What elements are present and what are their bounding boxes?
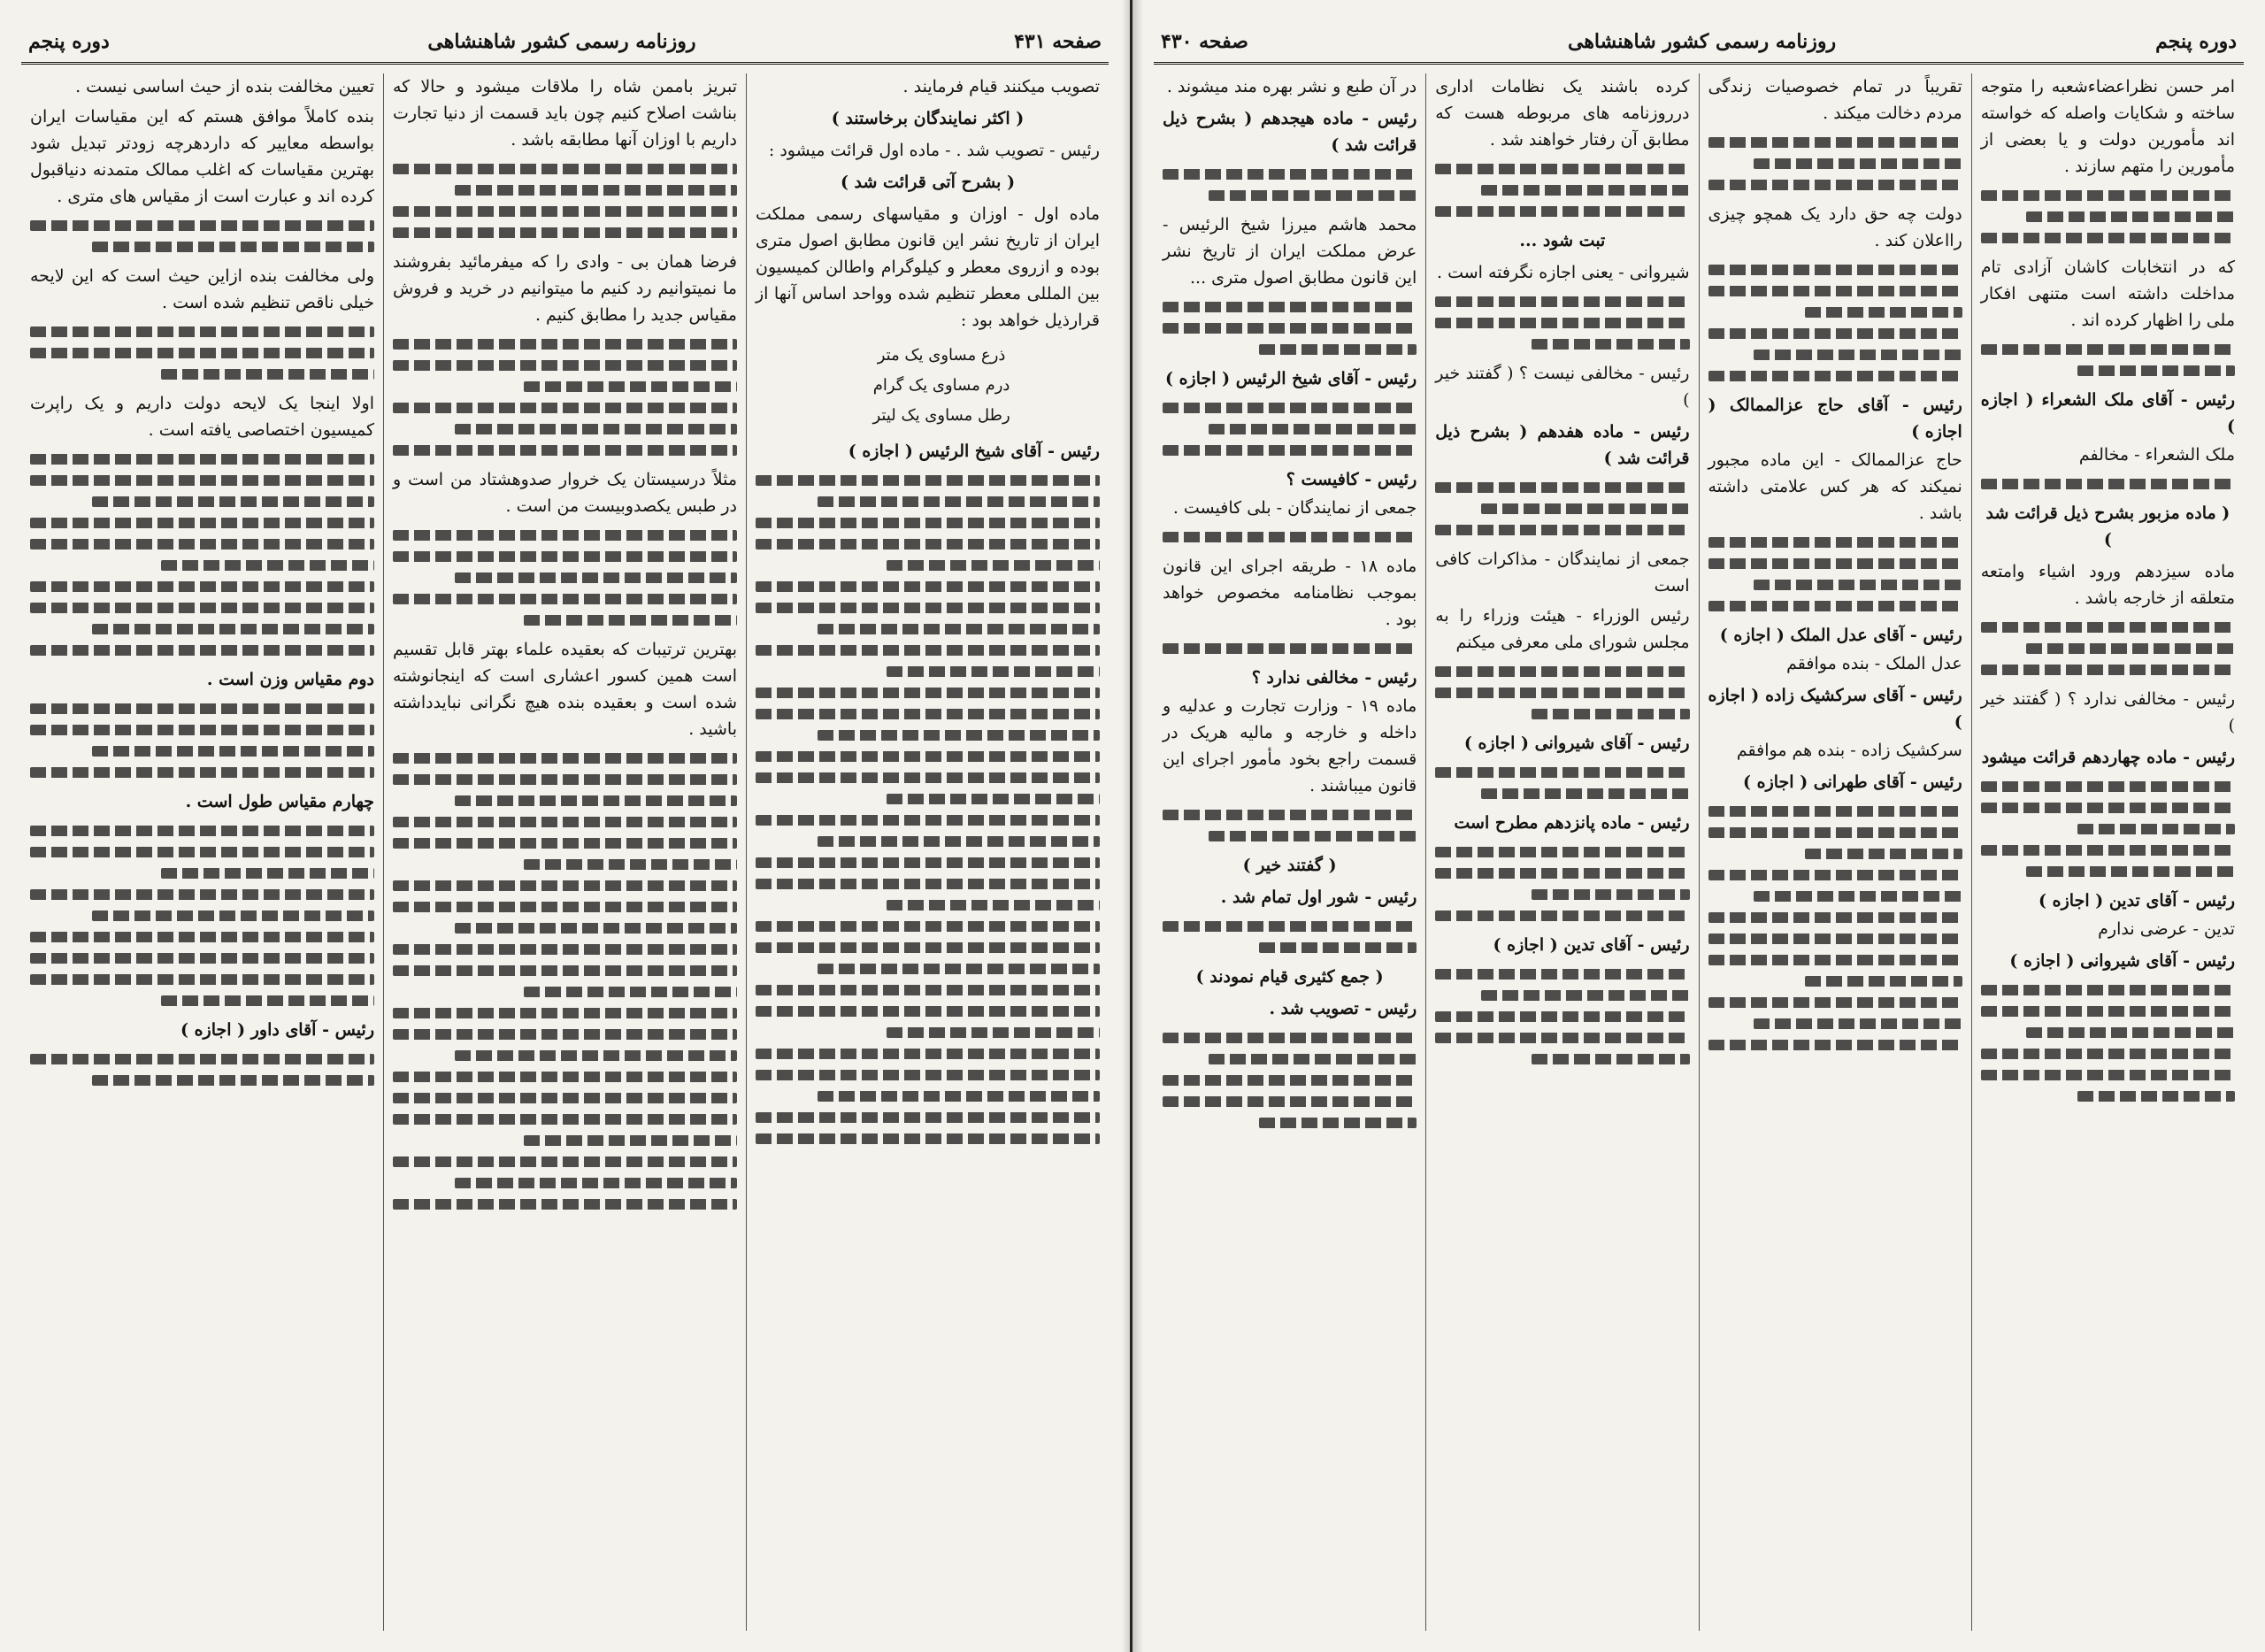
- text-line: [1435, 296, 1689, 307]
- unit-row: درم مساوی یک گرام: [872, 376, 1010, 395]
- column-paragraph: جمعی از نمایندگان - بلی کافیست .: [1172, 498, 1417, 518]
- column-paragraph: محمد هاشم میرزا شیخ الرئیس - عرض مملکت ایران از تاریخ نشر این قانون مطابق اصول متری ...: [1163, 215, 1417, 288]
- text-line: [1435, 164, 1689, 174]
- text-line: [756, 688, 1100, 698]
- text-line: [1435, 482, 1689, 493]
- column-paragraph: رئیس - تصویب شد .: [1269, 999, 1417, 1018]
- text-line: [30, 932, 374, 942]
- column-paragraph: ماده ۱۹ - وزارت تجارت و عدلیه و داخله و خارجه و مالیه هریک در قسمت راجع بخود مأمور اجرای این قانون میباشند .: [1163, 696, 1417, 795]
- column-paragraph: ( بشرح آتی قرائت شد ): [840, 173, 1016, 192]
- text-line: [161, 369, 374, 380]
- column-paragraph: رئیس - کافیست ؟: [1286, 470, 1417, 489]
- text-line: [1435, 847, 1689, 857]
- text-line: [1163, 1096, 1417, 1107]
- column-paragraph: تصویب میکنند قیام فرمایند .: [902, 77, 1100, 96]
- text-line: [1708, 328, 1962, 339]
- text-line: [756, 1133, 1100, 1144]
- text-line: [756, 539, 1100, 549]
- text-line: [1435, 911, 1689, 921]
- text-line: [455, 572, 737, 583]
- text-line: [756, 857, 1100, 868]
- text-line: [1209, 190, 1417, 201]
- text-line: [1981, 1049, 2235, 1059]
- text-line: [393, 227, 737, 238]
- text-line: [1708, 806, 1962, 817]
- text-line: [756, 985, 1100, 995]
- text-line: [1981, 845, 2235, 856]
- text-line: [1708, 558, 1962, 569]
- text-line: [393, 753, 737, 764]
- column-paragraph: رئیس - مخالفی نیست ؟ ( گفتند خیر ): [1435, 364, 1690, 410]
- text-line: [756, 1006, 1100, 1017]
- right-page-columns: [1154, 73, 2244, 1631]
- column-paragraph: رئیس - آقای داور ( اجازه ): [180, 1020, 374, 1040]
- text-line: [1754, 580, 1962, 590]
- column-paragraph: تقریباً در تمام خصوصیات زندگی مردم دخالت میکند .: [1708, 77, 1962, 123]
- column-paragraph: رئیس - آقای ملک الشعراء ( اجازه ): [1980, 390, 2235, 436]
- right-column-2: [1699, 73, 1971, 1631]
- text-line: [1163, 445, 1417, 456]
- text-line: [1532, 889, 1689, 900]
- text-line: [887, 900, 1100, 911]
- text-line: [92, 911, 374, 921]
- text-line: [1435, 868, 1689, 879]
- text-line: [92, 1075, 374, 1086]
- text-line: [1981, 665, 2235, 675]
- column-paragraph: رئیس - آقای شیروانی ( اجازه ): [2009, 951, 2235, 971]
- text-line: [1754, 1018, 1962, 1029]
- text-line: [393, 445, 737, 456]
- text-line: [393, 965, 737, 976]
- text-line: [393, 902, 737, 912]
- text-line: [30, 454, 374, 465]
- column-paragraph: مثلاً درسیستان یک خروار صدوهشتاد من است و در طبس یکصدوبیست من است .: [393, 470, 737, 516]
- text-line: [1981, 1070, 2235, 1080]
- column-paragraph: رئیس - آقای تدین ( اجازه ): [1493, 935, 1690, 955]
- column-paragraph: ماده ۱۸ - طریقه اجرای این قانون بموجب نظامنامه مخصوص خواهد بود .: [1163, 557, 1417, 629]
- left-page-edition: دوره پنجم: [28, 30, 110, 53]
- text-line: [30, 703, 374, 714]
- text-line: [1435, 688, 1689, 698]
- text-line: [818, 964, 1100, 974]
- column-paragraph: تعیین مخالفت بنده از حیث اساسی نیست .: [75, 77, 374, 96]
- text-line: [818, 1091, 1100, 1102]
- text-line: [1708, 265, 1962, 275]
- text-line: [2026, 643, 2235, 654]
- right-page-edition: دوره پنجم: [2155, 30, 2237, 53]
- text-line: [92, 242, 374, 252]
- text-line: [1981, 781, 2235, 792]
- text-line: [455, 424, 737, 434]
- text-line: [30, 767, 374, 778]
- text-line: [887, 794, 1100, 804]
- left-page-header: [21, 27, 1109, 65]
- text-line: [756, 645, 1100, 656]
- text-line: [393, 817, 737, 827]
- text-line: [30, 581, 374, 592]
- text-line: [393, 1072, 737, 1082]
- text-line: [393, 206, 737, 217]
- text-line: [455, 185, 737, 196]
- text-line: [818, 730, 1100, 741]
- text-line: [393, 1114, 737, 1125]
- text-line: [756, 603, 1100, 613]
- column-paragraph: ماده سیزدهم ورود اشیاء وامتعه متعلقه از خارجه باشد .: [1980, 562, 2235, 608]
- text-line: [887, 666, 1100, 677]
- text-line: [1435, 969, 1689, 980]
- column-paragraph: تبت شود ...: [1519, 231, 1606, 250]
- column-paragraph: که در انتخابات کاشان آزادی تام مداخلت داشته است متنهی افکار ملی را اظهار کرده اند .: [1980, 257, 2235, 330]
- text-line: [1209, 831, 1417, 841]
- text-line: [1981, 622, 2235, 633]
- column-paragraph: رئیس - ماده هفدهم ( بشرح ذیل قرائت شد ): [1435, 422, 1690, 468]
- text-line: [524, 1135, 737, 1146]
- text-line: [1259, 942, 1417, 953]
- text-line: [1754, 350, 1962, 360]
- text-line: [1708, 955, 1962, 965]
- text-line: [756, 942, 1100, 953]
- text-line: [1981, 1006, 2235, 1017]
- text-line: [818, 624, 1100, 634]
- text-line: [1435, 767, 1689, 778]
- text-line: [1708, 827, 1962, 838]
- text-line: [30, 826, 374, 836]
- unit-row: ذرع مساوی یک متر: [877, 346, 1006, 365]
- text-line: [524, 859, 737, 870]
- text-line: [524, 987, 737, 997]
- text-line: [161, 868, 374, 879]
- text-line: [1805, 307, 1962, 318]
- text-line: [1532, 709, 1689, 719]
- right-column-3: [1425, 73, 1698, 1631]
- column-paragraph: رئیس - مخالفی ندارد ؟: [1251, 668, 1417, 688]
- text-line: [393, 1199, 737, 1210]
- text-line: [1708, 997, 1962, 1008]
- text-line: [756, 1112, 1100, 1123]
- text-line: [756, 581, 1100, 592]
- right-page: [1132, 0, 2265, 1652]
- text-line: [1708, 912, 1962, 923]
- text-line: [1209, 424, 1417, 434]
- column-paragraph: رئیس - تصویب شد . - ماده اول قرائت میشود :: [768, 141, 1100, 160]
- text-line: [818, 836, 1100, 847]
- column-paragraph: فرضا همان بی - وادی را که میفرمائید بفروشند ما نمیتوانیم رد کنیم ما میتوانیم در خرید و فروش مقیاس جدید را مطابق کنیم .: [393, 252, 737, 325]
- text-line: [1163, 1033, 1417, 1043]
- text-line: [2077, 824, 2235, 834]
- column-paragraph: اولا اینجا یک لایحه دولت داریم و یک راپرت کمیسیون اختصاصی یافته است .: [30, 394, 374, 440]
- column-paragraph: ( اکثر نمایندگان برخاستند ): [831, 109, 1025, 128]
- text-line: [1708, 286, 1962, 296]
- text-line: [161, 995, 374, 1006]
- text-line: [756, 751, 1100, 762]
- text-line: [1435, 1033, 1689, 1043]
- text-line: [1481, 185, 1690, 196]
- text-line: [756, 475, 1100, 486]
- column-paragraph: تدین - عرضی ندارم: [2098, 919, 2235, 939]
- text-line: [393, 594, 737, 604]
- left-page-title: روزنامه رسمی کشور شاهنشاهی: [427, 30, 696, 53]
- text-line: [756, 709, 1100, 719]
- text-line: [30, 889, 374, 900]
- column-paragraph: ماده اول - اوزان و مقیاسهای رسمی مملکت ایران از تاریخ نشر این قانون مطابق اصول متری بوده و ازروی معطر و کیلوگرام واطالن کمیسیون بین المللی معطر تنظیم شده وواحد اساس آنها از قرارذیل خواهد بود :: [756, 204, 1100, 330]
- column-paragraph: رئیس - شور اول تمام شد .: [1220, 887, 1417, 907]
- text-line: [756, 879, 1100, 889]
- column-paragraph: ولی مخالفت بنده ازاین حیث است که این لایحه خیلی ناقص تنظیم شده است .: [30, 266, 374, 312]
- text-line: [1163, 1075, 1417, 1086]
- text-line: [818, 496, 1100, 507]
- column-paragraph: رئیس - آقای شیخ الرئیس ( اجازه ): [1164, 369, 1417, 388]
- text-line: [1754, 891, 1962, 902]
- text-line: [393, 774, 737, 785]
- text-line: [1481, 503, 1690, 514]
- text-line: [1708, 371, 1962, 381]
- text-line: [30, 327, 374, 337]
- text-line: [1981, 233, 2235, 243]
- text-line: [1981, 479, 2235, 489]
- text-line: [1163, 643, 1417, 654]
- text-line: [1163, 921, 1417, 932]
- text-line: [30, 220, 374, 231]
- column-paragraph: سرکشیک زاده - بنده هم موافقم: [1736, 741, 1962, 760]
- column-paragraph: ملک الشعراء - مخالفم: [2078, 445, 2235, 465]
- text-line: [455, 1050, 737, 1061]
- text-line: [455, 795, 737, 806]
- text-line: [1481, 990, 1690, 1001]
- text-line: [30, 645, 374, 656]
- text-line: [887, 560, 1100, 571]
- text-line: [2077, 1091, 2235, 1102]
- column-paragraph: کرده باشند یک نظامات اداری درروزنامه های مربوطه هست که مطابق آن رفتار خواهند شد .: [1435, 77, 1690, 150]
- text-line: [1708, 137, 1962, 148]
- text-line: [1163, 532, 1417, 542]
- text-line: [30, 603, 374, 613]
- column-paragraph: رئیس الوزراء - هیئت وزراء را به مجلس شورای ملی معرفی میکنم: [1435, 606, 1690, 652]
- text-line: [393, 1156, 737, 1167]
- text-line: [1805, 849, 1962, 859]
- left-page-number: صفحه ۴۳۱: [1014, 30, 1102, 53]
- right-column-4: [1154, 73, 1425, 1631]
- text-line: [1259, 1118, 1417, 1128]
- text-line: [1532, 339, 1689, 350]
- column-paragraph: در آن طبع و نشر بهره مند میشوند .: [1166, 77, 1417, 96]
- left-column-1: [746, 73, 1109, 1631]
- text-line: [393, 944, 737, 955]
- text-line: [1981, 344, 2235, 355]
- text-line: [30, 974, 374, 985]
- column-paragraph: رئیس - ماده چهاردهم قرائت میشود: [1981, 748, 2235, 767]
- text-line: [92, 624, 374, 634]
- text-line: [1163, 169, 1417, 180]
- column-paragraph: رئیس - آقای سرکشیک زاده ( اجازه ): [1708, 686, 1962, 732]
- column-paragraph: ( ماده مزبور بشرح ذیل قرائت شد ): [1985, 503, 2230, 549]
- text-line: [30, 725, 374, 735]
- column-paragraph: رئیس - آقای تدین ( اجازه ): [2038, 891, 2235, 911]
- column-paragraph: رئیس - مخالفی ندارد ؟ ( گفتند خیر ): [1980, 689, 2235, 735]
- text-line: [393, 1008, 737, 1018]
- text-line: [756, 1070, 1100, 1080]
- text-line: [1981, 985, 2235, 995]
- text-line: [2026, 1027, 2235, 1038]
- text-line: [393, 360, 737, 371]
- column-paragraph: رئیس - آقای حاج عزالممالک ( اجازه ): [1708, 396, 1962, 442]
- text-line: [393, 838, 737, 849]
- text-line: [1163, 403, 1417, 413]
- left-column-3: [21, 73, 383, 1631]
- left-page: [0, 0, 1132, 1652]
- column-paragraph: رئیس - آقای طهرانی ( اجازه ): [1743, 772, 1962, 792]
- text-line: [1708, 537, 1962, 548]
- text-line: [1708, 180, 1962, 190]
- text-line: [92, 496, 374, 507]
- column-paragraph: رئیس - ماده هیجدهم ( بشرح ذیل قرائت شد ): [1163, 109, 1417, 155]
- text-line: [1163, 810, 1417, 820]
- column-paragraph: بهترین ترتیبات که بعقیده علماء بهتر قابل تقسیم است همین کسور اعشاری است که اینجانوشته شده است و بعقیده بنده هیچ نگرانی نبایدداشته باشید .: [393, 640, 737, 739]
- text-line: [1163, 302, 1417, 312]
- right-page-number: صفحه ۴۳۰: [1161, 30, 1248, 53]
- text-line: [1981, 190, 2235, 201]
- text-line: [393, 164, 737, 174]
- column-paragraph: ( جمع کثیری قیام نمودند ): [1195, 967, 1384, 987]
- text-line: [1163, 323, 1417, 334]
- text-line: [1435, 666, 1689, 677]
- column-paragraph: حاج عزالممالک - این ماده مجبور نمیکند که هر کس علامتی داشته باشد .: [1708, 450, 1962, 523]
- text-line: [455, 1178, 737, 1188]
- column-paragraph: ( گفتند خیر ): [1242, 856, 1337, 875]
- column-paragraph: جمعی از نمایندگان - مذاکرات کافی است: [1435, 549, 1690, 595]
- text-line: [161, 560, 374, 571]
- text-line: [1259, 344, 1417, 355]
- text-line: [455, 923, 737, 934]
- text-line: [1209, 1054, 1417, 1064]
- text-line: [1708, 870, 1962, 880]
- text-line: [756, 1049, 1100, 1059]
- column-paragraph: دولت چه حق دارد یک همچو چیزی رااعلان کند .: [1708, 204, 1962, 250]
- column-paragraph: تبریز باممن شاه را ملاقات میشود و حالا که بناشت اصلاح کنیم چون باید قسمت از دنیا تجارت داریم با اوزان آنها مطابقه باشد .: [393, 77, 737, 150]
- text-line: [30, 1054, 374, 1064]
- column-paragraph: رئیس - آقای شیخ الرئیس ( اجازه ): [848, 442, 1100, 461]
- text-line: [1708, 934, 1962, 944]
- column-paragraph: امر حسن نظراعضاءشعبه را متوجه ساخته و شکایات واصله که خواسته اند مأمورین دولت و یا بعضی از مأمورین را متهم سازند .: [1980, 77, 2235, 176]
- text-line: [393, 339, 737, 350]
- text-line: [393, 880, 737, 891]
- column-paragraph: رئیس - ماده پانزدهم مطرح است: [1454, 813, 1690, 833]
- text-line: [1435, 206, 1689, 217]
- right-page-title: روزنامه رسمی کشور شاهنشاهی: [1567, 30, 1837, 53]
- column-paragraph: رئیس - آقای شیروانی ( اجازه ): [1463, 734, 1690, 753]
- text-line: [756, 815, 1100, 826]
- text-line: [1481, 788, 1690, 799]
- text-line: [1435, 318, 1689, 328]
- left-column-2: [383, 73, 746, 1631]
- column-paragraph: چهارم مقیاس طول است .: [185, 792, 374, 811]
- column-paragraph: عدل الملک - بنده موافقم: [1786, 654, 1962, 673]
- text-line: [30, 348, 374, 358]
- column-paragraph: دوم مقیاس وزن است .: [206, 670, 374, 689]
- text-line: [92, 746, 374, 757]
- text-line: [30, 847, 374, 857]
- text-line: [30, 475, 374, 486]
- units-table: [783, 341, 1100, 431]
- text-line: [2026, 866, 2235, 877]
- unit-row: رطل مساوی یک لیتر: [872, 406, 1010, 425]
- text-line: [1435, 525, 1689, 535]
- column-paragraph: شیروانی - یعنی اجازه نگرفته است .: [1436, 263, 1690, 282]
- text-line: [30, 518, 374, 528]
- text-line: [393, 1029, 737, 1040]
- text-line: [1708, 601, 1962, 611]
- text-line: [1981, 803, 2235, 813]
- text-line: [756, 518, 1100, 528]
- text-line: [1532, 1054, 1689, 1064]
- column-paragraph: رئیس - آقای عدل الملک ( اجازه ): [1719, 626, 1962, 645]
- text-line: [756, 921, 1100, 932]
- text-line: [393, 551, 737, 562]
- text-line: [524, 615, 737, 626]
- text-line: [756, 772, 1100, 783]
- column-paragraph: بنده کاملاً موافق هستم که این مقیاسات ایران بواسطه معاییر که داردهرچه زودتر تبدیل شود بهترین مقیاسات که اغلب ممالک متمدنه دنیاقبول کرده اند و عبارت است از مقیاس های متری .: [30, 107, 374, 206]
- text-line: [30, 539, 374, 549]
- text-line: [887, 1027, 1100, 1038]
- text-line: [393, 1093, 737, 1103]
- right-column-1: [1971, 73, 2244, 1631]
- left-page-columns: [21, 73, 1109, 1631]
- text-line: [1435, 1011, 1689, 1022]
- text-line: [524, 381, 737, 392]
- text-line: [2077, 365, 2235, 376]
- text-line: [1805, 976, 1962, 987]
- text-line: [393, 530, 737, 541]
- text-line: [30, 953, 374, 964]
- text-line: [2026, 211, 2235, 222]
- text-line: [1708, 1040, 1962, 1050]
- text-line: [1754, 158, 1962, 169]
- text-line: [393, 403, 737, 413]
- right-page-header: [1154, 27, 2244, 65]
